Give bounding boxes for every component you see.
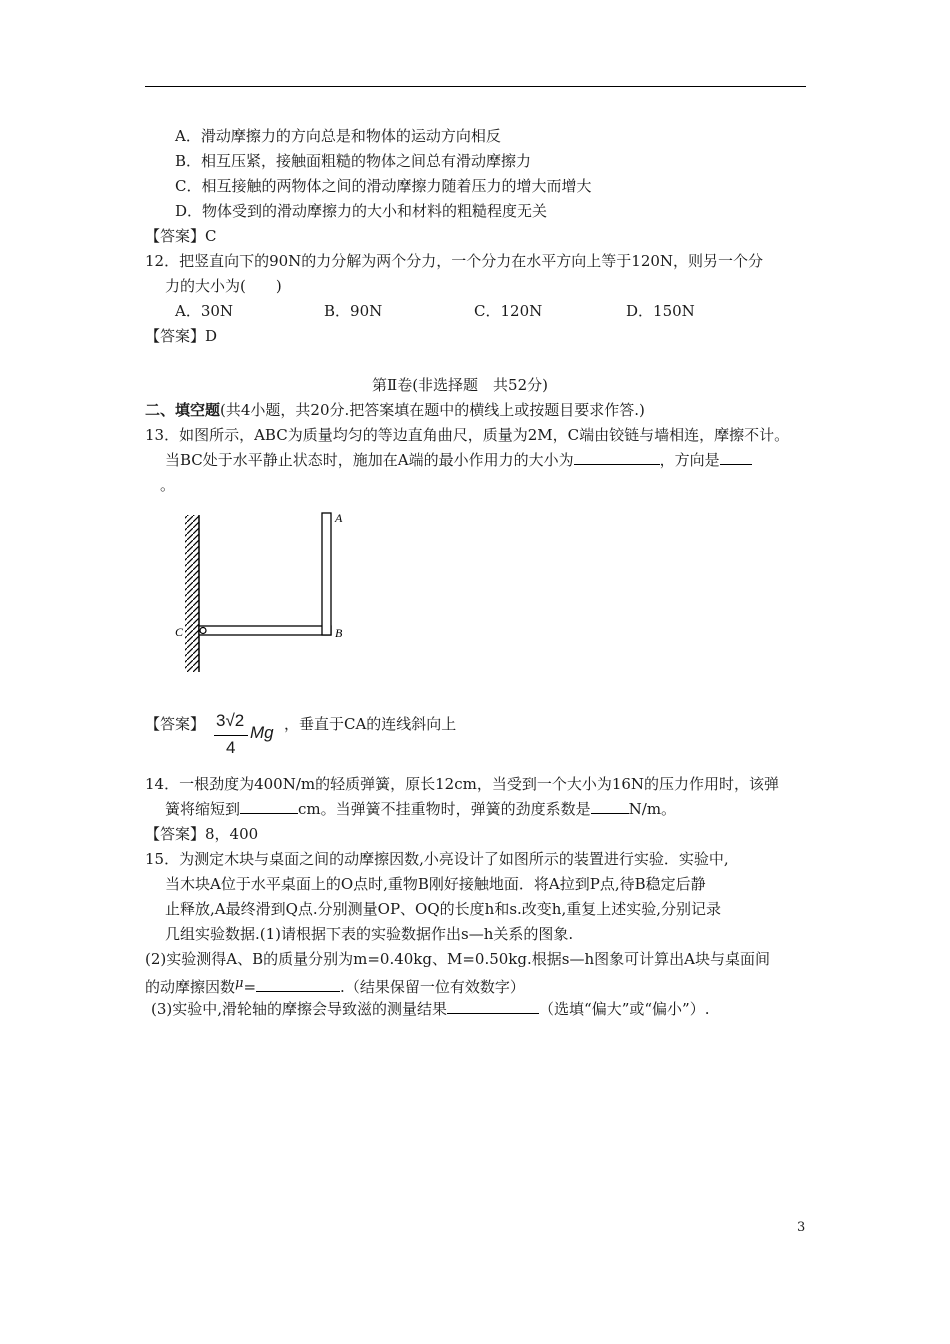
hinge-c xyxy=(200,628,206,634)
q15-text-c: .（结果保留一位有效数字） xyxy=(340,978,525,996)
fraction-numerator: 3√2 xyxy=(216,711,245,730)
mu-symbol: μ xyxy=(235,976,244,991)
q14-blank-length[interactable] xyxy=(240,798,298,814)
q14-answer: 【答案】8，400 xyxy=(145,825,259,843)
q15-stem-line4: 几组实验数据.(1)请根据下表的实验数据作出s—h关系的图象. xyxy=(165,925,574,943)
ruler-figure xyxy=(175,510,355,675)
q13-text-b: ，方向是 xyxy=(659,451,720,469)
q11-answer: 【答案】C xyxy=(145,227,217,245)
q15-stem-line1: 15．为测定木块与桌面之间的动摩擦因数,小亮设计了如图所示的装置进行实验．实验中, xyxy=(145,850,729,868)
q12-option-d: D．150N xyxy=(626,302,695,320)
fraction-unit: Mg xyxy=(250,723,274,742)
fraction-bar xyxy=(214,735,248,736)
q13-stem-line3: 。 xyxy=(160,476,176,494)
q15-stem-line3: 止释放,A最终滑到Q点.分别测量OP、OQ的长度h和s.改变h,重复上述实验,分别记录 xyxy=(165,900,721,918)
q11-option-a: A．滑动摩擦力的方向总是和物体的运动方向相反 xyxy=(175,127,501,145)
ruler-arm-bc xyxy=(199,626,331,635)
fraction-denominator: 4 xyxy=(226,738,236,757)
q13-stem-line2 xyxy=(165,449,752,471)
q12-stem-line1: 12．把竖直向下的90N的力分解为两个分力，一个分力在水平方向上等于120N，则另一个分 xyxy=(145,252,764,270)
label-a: A xyxy=(335,511,343,525)
q15-blank-bias[interactable] xyxy=(447,998,539,1014)
q13-blank-force[interactable] xyxy=(574,449,660,465)
q15-part3 xyxy=(151,998,709,1020)
fill-in-heading xyxy=(145,399,645,421)
q12-stem-line2: 力的大小为( ) xyxy=(165,277,282,295)
q15-text-equals: = xyxy=(243,978,257,996)
q14-stem-line2 xyxy=(165,798,676,820)
q14-blank-stiffness[interactable] xyxy=(591,798,629,814)
header-rule xyxy=(145,86,806,87)
q11-option-d: D．物体受到的滑动摩擦力的大小和材料的粗糙程度无关 xyxy=(175,202,548,220)
q14-text-b: cm。当弹簧不挂重物时，弹簧的劲度系数是 xyxy=(298,800,591,818)
q14-stem-line1: 14．一根劲度为400N/m的轻质弹簧，原长12cm，当受到一个大小为16N的压力作用时，该弹 xyxy=(145,775,780,793)
q12-option-b: B．90N xyxy=(324,302,383,320)
fill-in-instructions: (共4小题，共20分.把答案填在题中的横线上或按题目要求作答.) xyxy=(220,401,645,419)
label-b: B xyxy=(335,626,343,640)
q15-blank-mu[interactable] xyxy=(256,976,340,992)
q13-stem-line1: 13．如图所示，ABC为质量均匀的等边直角曲尺，质量为2M，C端由铰链与墙相连，摩擦不计。 xyxy=(145,426,790,444)
q15-text-d: (3)实验中,滑轮轴的摩擦会导致滋的测量结果 xyxy=(151,1000,448,1018)
q15-part2-line1: (2)实验测得A、B的质量分别为m=0.40kg、M=0.50kg.根据s—h图象可计算出A块与桌面间 xyxy=(145,950,770,968)
answer-fraction xyxy=(210,709,280,761)
q15-text-a: 的动摩擦因数 xyxy=(145,978,236,996)
q15-part2-line2 xyxy=(145,973,525,998)
q15-text-e: （选填“偏大”或“偏小”）. xyxy=(539,1000,710,1018)
q13-blank-direction[interactable] xyxy=(720,449,752,465)
wall-hatching xyxy=(185,515,199,672)
q11-option-b: B．相互压紧，接触面粗糙的物体之间总有滑动摩擦力 xyxy=(175,152,532,170)
fill-in-label: 二、填空题 xyxy=(145,401,221,419)
q11-option-c: C．相互接触的两物体之间的滑动摩擦力随着压力的增大而增大 xyxy=(175,177,592,195)
ruler-arm-ab xyxy=(322,513,331,635)
q13-answer-direction: ，垂直于CA的连线斜向上 xyxy=(284,715,457,733)
q12-option-a: A．30N xyxy=(175,302,234,320)
q15-stem-line2: 当木块A位于水平桌面上的O点时,重物B刚好接触地面．将A拉到P点,待B稳定后静 xyxy=(165,875,706,893)
q13-text-a: 当BC处于水平静止状态时，施加在A端的最小作用力的大小为 xyxy=(165,451,574,469)
label-c: C xyxy=(175,625,184,639)
q14-text-c: N/m。 xyxy=(628,800,677,818)
page-number: 3 xyxy=(797,1220,806,1235)
q13-answer-prefix: 【答案】 xyxy=(145,715,206,733)
q12-option-c: C．120N xyxy=(474,302,543,320)
q14-text-a: 簧将缩短到 xyxy=(165,800,241,818)
q12-answer: 【答案】D xyxy=(145,327,218,345)
ruler-corner-fill xyxy=(323,627,330,634)
section-title: 第Ⅱ卷(非选择题 共52分) xyxy=(372,376,548,394)
